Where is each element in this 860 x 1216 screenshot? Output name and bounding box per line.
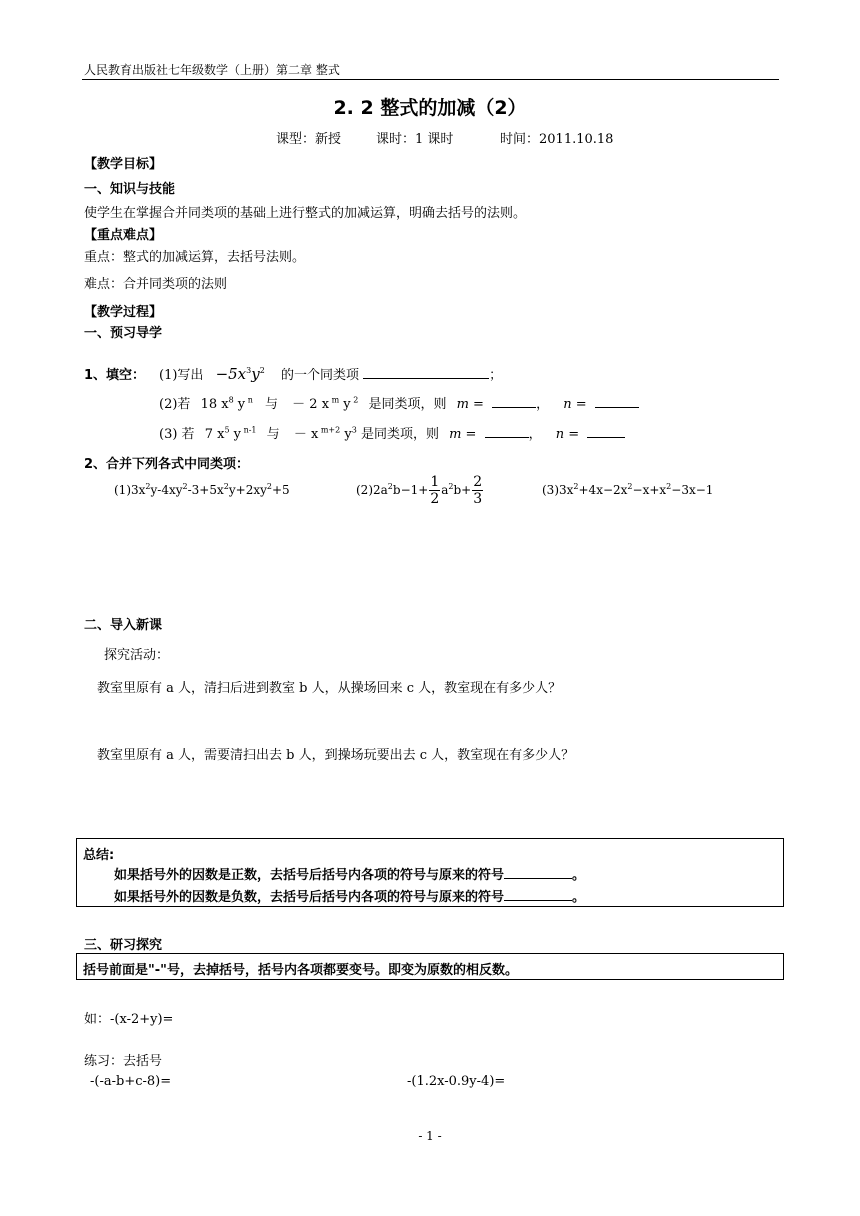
q2-2-expr: $2a^2b-1+$ $\frac{1}{2}$ $a^2b+$ $\frac{2}{3}$ [373, 474, 483, 507]
q1-2-expr-b: － 2 x $^m$ y $^2$ [292, 395, 359, 412]
q1-3-expr-a: 7 $x^5$ y $^{n-1}$ [204, 425, 257, 442]
q1-2-line [159, 393, 639, 412]
q1-3-prefix: (3) 若 [159, 427, 195, 442]
q1-2-n-blank[interactable] [595, 395, 639, 408]
summary-line2 [114, 886, 585, 905]
lesson-type: 课型：新授 [276, 132, 342, 147]
summary-line1-end: 。 [572, 868, 586, 883]
q1-1-answer-blank[interactable] [363, 366, 489, 379]
activity-label: 探究活动： [104, 648, 170, 663]
q1-2-prefix: (2)若 [159, 397, 191, 412]
summary-line2-blank[interactable] [504, 888, 572, 901]
q1-3-m-blank[interactable] [485, 425, 529, 438]
q1-1-end: ； [489, 368, 503, 383]
q2-2-label: (2) [356, 483, 373, 497]
key-heading: 【重点难点】 [84, 228, 163, 243]
q1-1-prefix: (1)写出 [159, 368, 204, 383]
summary-box [76, 838, 784, 907]
goals-heading: 【教学目标】 [84, 157, 163, 172]
activity-question-a: 教室里原有 a 人，清扫后进到教室 b 人，从操场回来 c 人，教室现在有多少人？ [97, 681, 562, 696]
key-focus: 重点：整式的加减运算，去括号法则。 [84, 250, 306, 265]
q1-label: 1、填空： [84, 368, 146, 383]
process-heading: 【教学过程】 [84, 305, 163, 320]
q1-1-suffix: 的一个同类项 [280, 368, 359, 383]
summary-line2-end: 。 [572, 890, 586, 905]
process-sub1: 一、预习导学 [84, 326, 163, 341]
q1-3-suffix: 是同类项，则 [360, 427, 439, 442]
fraction-two-thirds: $\frac{2}{3}$ [473, 474, 483, 507]
q1-3-and: 与 [266, 427, 280, 442]
practice-label: 练习：去括号 [84, 1054, 163, 1069]
q1-2-and: 与 [265, 397, 279, 412]
summary-label: 总结: [83, 848, 115, 863]
q1-2-m-blank[interactable] [492, 395, 536, 408]
q1-3-expr-b: － x $^{m+2}$ $y^3$ [293, 425, 357, 442]
q2-3-label: (3) [542, 483, 559, 497]
goals-text1: 使学生在掌握合并同类项的基础上进行整式的加减运算，明确去括号的法则。 [84, 206, 527, 221]
q1-3-line [159, 423, 625, 442]
q2-3 [542, 483, 713, 497]
key-difficulty: 难点：合并同类项的法则 [84, 277, 228, 292]
q1-3-n-blank[interactable] [587, 425, 625, 438]
q1-2-n-label: n = [563, 397, 587, 412]
q1-3-comma: ， [528, 427, 542, 442]
q1-2-comma: ， [536, 397, 550, 412]
q2-1 [114, 483, 290, 497]
q1-2-m-label: m = [456, 397, 484, 412]
rule-box [76, 953, 784, 980]
summary-line1-blank[interactable] [504, 866, 572, 879]
q2-1-expr: $3x^2y-4xy^2-3+5x^2y+2xy^2+5$ [131, 482, 290, 497]
running-header: 人民教育出版社七年级数学（上册）第二章 整式 [84, 63, 340, 77]
page-title: 2. 2 整式的加减（2） [333, 97, 527, 119]
research-sub3: 三、研习探究 [84, 938, 163, 953]
q2-3-expr: $3x^2+4x-2x^2-x+x^2-3x-1$ [559, 482, 714, 497]
q1-2-suffix: 是同类项，则 [368, 397, 447, 412]
q1-3-n-label: n = [555, 427, 580, 442]
rule-text: 括号前面是"-"号，去掉括号，括号内各项都要变号。即变为原数的相反数。 [83, 963, 518, 978]
goals-sub1: 一、知识与技能 [84, 182, 176, 197]
q2-1-label: (1) [114, 483, 131, 497]
practice-ex2: -(1.2x-0.9y-4)= [407, 1074, 506, 1089]
practice-ex1: -(-a-b+c-8)= [90, 1074, 172, 1089]
q1-1-expr: $-5x^3y^2$ [215, 365, 265, 383]
lesson-time: 时间：2011.10.18 [500, 132, 614, 147]
page-number: - 1 - [418, 1129, 442, 1143]
newlesson-sub2: 二、导入新课 [84, 618, 163, 633]
q2-2 [356, 470, 484, 510]
summary-line1 [114, 864, 585, 883]
fraction-one-half: $\frac{1}{2}$ [430, 474, 440, 507]
summary-line2-text: 如果括号外的因数是负数，去括号后括号内各项的符号与原来的符号 [114, 890, 505, 905]
summary-line1-text: 如果括号外的因数是正数，去括号后括号内各项的符号与原来的符号 [114, 868, 505, 883]
example-line: 如：-(x-2+y)= [84, 1012, 174, 1027]
lesson-hours: 课时：1 课时 [376, 132, 454, 147]
q1-3-m-label: m = [449, 427, 477, 442]
q1-2-expr-a: 18 $x^8$ y $^n$ [200, 395, 253, 412]
q2-label: 2、合并下列各式中同类项： [84, 457, 250, 472]
header-rule [82, 79, 779, 80]
q1-1-line [159, 364, 502, 383]
activity-question-b: 教室里原有 a 人，需要清扫出去 b 人，到操场玩要出去 c 人，教室现在有多少人？ [97, 748, 575, 763]
